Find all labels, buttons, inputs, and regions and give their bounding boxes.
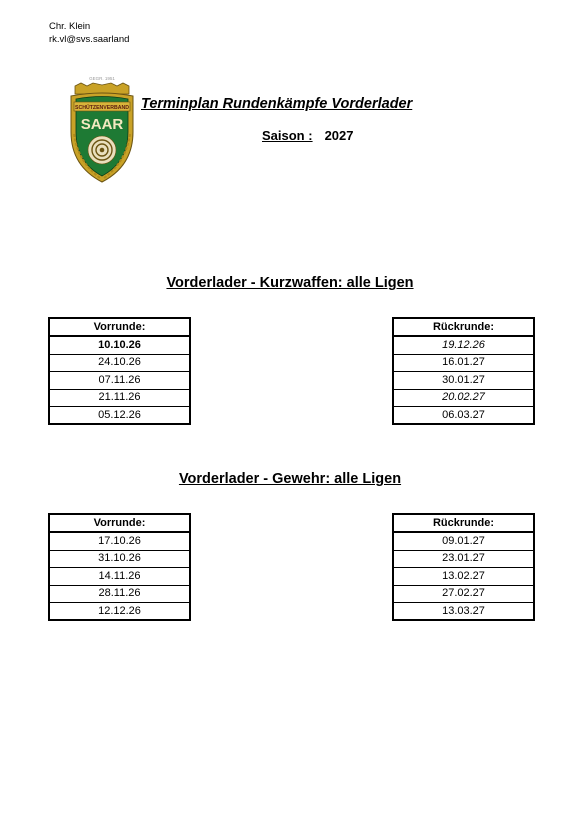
table-cell-date: 16.01.27 xyxy=(393,354,534,371)
table-cell-date: 27.02.27 xyxy=(393,585,534,602)
logo-banner-text: SCHÜTZENVERBAND xyxy=(75,105,129,111)
table-header: Rückrunde: xyxy=(393,514,534,532)
schuetzenverband-saar-logo xyxy=(66,74,138,186)
table-gewehr-vorrunde xyxy=(48,513,191,621)
table-header: Rückrunde: xyxy=(393,318,534,336)
table-header: Vorrunde: xyxy=(49,318,190,336)
table-gewehr-rueckrunde xyxy=(392,513,535,621)
table-cell-date: 30.01.27 xyxy=(393,372,534,389)
table-cell-date: 31.10.26 xyxy=(49,550,190,567)
season-year: 2027 xyxy=(324,128,354,143)
table-cell-date: 20.02.27 xyxy=(393,389,534,406)
table-cell-date: 19.12.26 xyxy=(393,336,534,354)
table-cell-date: 17.10.26 xyxy=(49,532,190,550)
table-cell-date: 09.01.27 xyxy=(393,532,534,550)
table-kurzwaffen-rueckrunde xyxy=(392,317,535,425)
table-cell-date: 13.02.27 xyxy=(393,568,534,585)
table-cell-date: 07.11.26 xyxy=(49,372,190,389)
table-cell-date: 21.11.26 xyxy=(49,389,190,406)
logo-founded-text: GEGR. 1951 xyxy=(89,76,115,81)
logo-name-text: SAAR xyxy=(80,116,124,133)
season-line xyxy=(262,128,354,143)
table-kurzwaffen-vorrunde xyxy=(48,317,191,425)
table-cell-date: 13.03.27 xyxy=(393,602,534,620)
table-header: Vorrunde: xyxy=(49,514,190,532)
logo-crown-icon xyxy=(75,83,129,94)
table-cell-date: 23.01.27 xyxy=(393,550,534,567)
author-email: rk.vl@svs.saarland xyxy=(49,34,130,45)
table-cell-date: 05.12.26 xyxy=(49,406,190,424)
table-cell-date: 06.03.27 xyxy=(393,406,534,424)
table-cell-date: 12.12.26 xyxy=(49,602,190,620)
section-title-kurzwaffen: Vorderlader - Kurzwaffen: alle Ligen xyxy=(166,275,414,291)
table-cell-date: 14.11.26 xyxy=(49,568,190,585)
author-block xyxy=(49,20,129,46)
page-title: Terminplan Rundenkämpfe Vorderlader xyxy=(141,96,413,112)
season-label: Saison : xyxy=(262,128,313,143)
table-cell-date: 28.11.26 xyxy=(49,585,190,602)
table-cell-date: 24.10.26 xyxy=(49,354,190,371)
author-name: Chr. Klein xyxy=(49,21,91,32)
table-cell-date: 10.10.26 xyxy=(49,336,190,354)
section-title-gewehr: Vorderlader - Gewehr: alle Ligen xyxy=(178,471,402,487)
